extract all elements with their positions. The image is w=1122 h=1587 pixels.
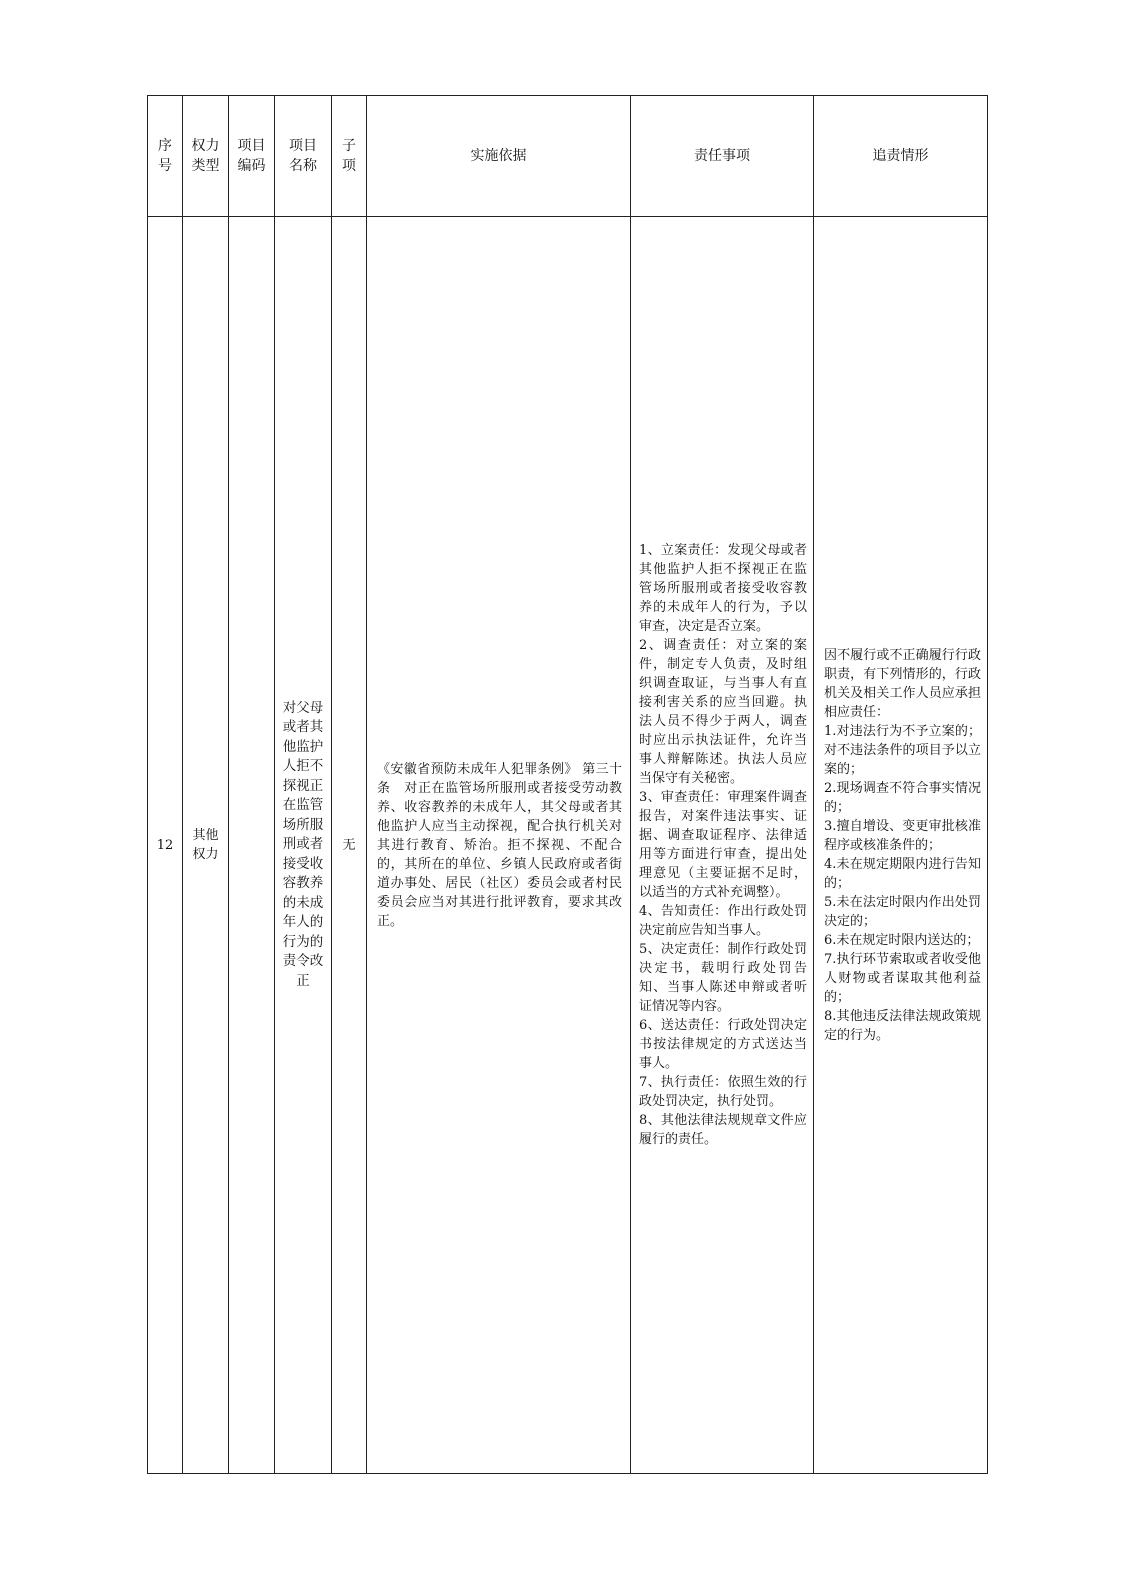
header-item-name: 项目 名称 bbox=[275, 96, 332, 217]
cell-power-type: 其他 权力 bbox=[183, 217, 229, 1474]
responsibility-item: 8、其他法律法规规章文件应履行的责任。 bbox=[639, 1113, 807, 1147]
cell-sub-item: 无 bbox=[332, 217, 367, 1474]
accountability-item: 4.未在规定期限内进行告知的； bbox=[824, 856, 981, 891]
responsibility-item: 6、送达责任：行政处罚决定书按法律规定的方式送达当事人。 bbox=[639, 1018, 807, 1071]
header-basis: 实施依据 bbox=[367, 96, 631, 217]
accountability-item: 1.对违法行为不予立案的；对不违法条件的项目予以立案的； bbox=[824, 723, 981, 777]
cell-item-code bbox=[229, 217, 275, 1474]
responsibility-item: 2、调查责任：对立案的案件，制定专人负责，及时组织调查取证，与当事人有直接利害关系的应当回避。执法人员不得少于两人，调查时应出示执法证件，允许当事人辩解陈述。执法人员应当保守有关秘密。 bbox=[639, 638, 807, 786]
responsibility-item: 1、立案责任：发现父母或者其他监护人拒不探视正在监管场所服刑或者接受收容教养的未成年人的行为，予以审查，决定是否立案。 bbox=[639, 543, 807, 634]
accountability-item: 8.其他违反法律法规政策规定的行为。 bbox=[824, 1008, 981, 1043]
cell-responsibilities bbox=[631, 217, 814, 1474]
responsibility-item: 3、审查责任：审理案件调查报告，对案件违法事实、证据、调查取证程序、法律适用等方面进行审查，提出处理意见（主要证据不足时，以适当的方式补充调整）。 bbox=[639, 790, 807, 900]
accountability-item: 6.未在规定时限内送达的； bbox=[824, 932, 980, 948]
header-seq: 序 号 bbox=[148, 96, 183, 217]
header-power-type: 权力 类型 bbox=[183, 96, 229, 217]
responsibility-item: 7、执行责任：依照生效的行政处罚决定，执行处罚。 bbox=[639, 1075, 807, 1109]
responsibility-item: 5、决定责任：制作行政处罚决定书，载明行政处罚告知、当事人陈述申辩或者听证情况等内容。 bbox=[639, 942, 807, 1014]
header-responsibilities: 责任事项 bbox=[631, 96, 814, 217]
accountability-item: 7.执行环节索取或者收受他人财物或者谋取其他利益的； bbox=[824, 951, 981, 1005]
header-row bbox=[148, 96, 988, 217]
accountability-item: 因不履行或不正确履行行政职责，有下列情形的，行政机关及相关工作人员应承担相应责任： bbox=[824, 647, 981, 720]
power-list-table bbox=[147, 95, 988, 1474]
cell-accountability bbox=[814, 217, 988, 1474]
header-item-code: 项目 编码 bbox=[229, 96, 275, 217]
cell-seq: 12 bbox=[148, 217, 183, 1474]
header-accountability: 追责情形 bbox=[814, 96, 988, 217]
accountability-item: 5.未在法定时限内作出处罚决定的； bbox=[824, 894, 981, 929]
cell-item-name: 对父母或者其他监护人拒不探视正在监管场所服刑或者接受收容教养的未成年人的行为的责令改正 bbox=[275, 217, 332, 1474]
accountability-item: 2.现场调查不符合事实情况的； bbox=[824, 780, 981, 815]
cell-basis: 《安徽省预防未成年人犯罪条例》 第三十条 对正在监管场所服刑或者接受劳动教养、收容教养的未成年人，其父母或者其他监护人应当主动探视，配合执行机关对其进行教育、矫治。拒不探视、不配合的，其所在的单位、乡镇人民政府或者街道办事处、居民（社区）委员会或者村民委员会应当对其进行批评教育，要求其改正。 bbox=[367, 217, 631, 1474]
table-row bbox=[148, 217, 988, 1474]
header-sub-item: 子 项 bbox=[332, 96, 367, 217]
accountability-item: 3.擅自增设、变更审批核准程序或核准条件的； bbox=[824, 818, 981, 853]
responsibility-item: 4、告知责任：作出行政处罚决定前应告知当事人。 bbox=[639, 904, 807, 938]
